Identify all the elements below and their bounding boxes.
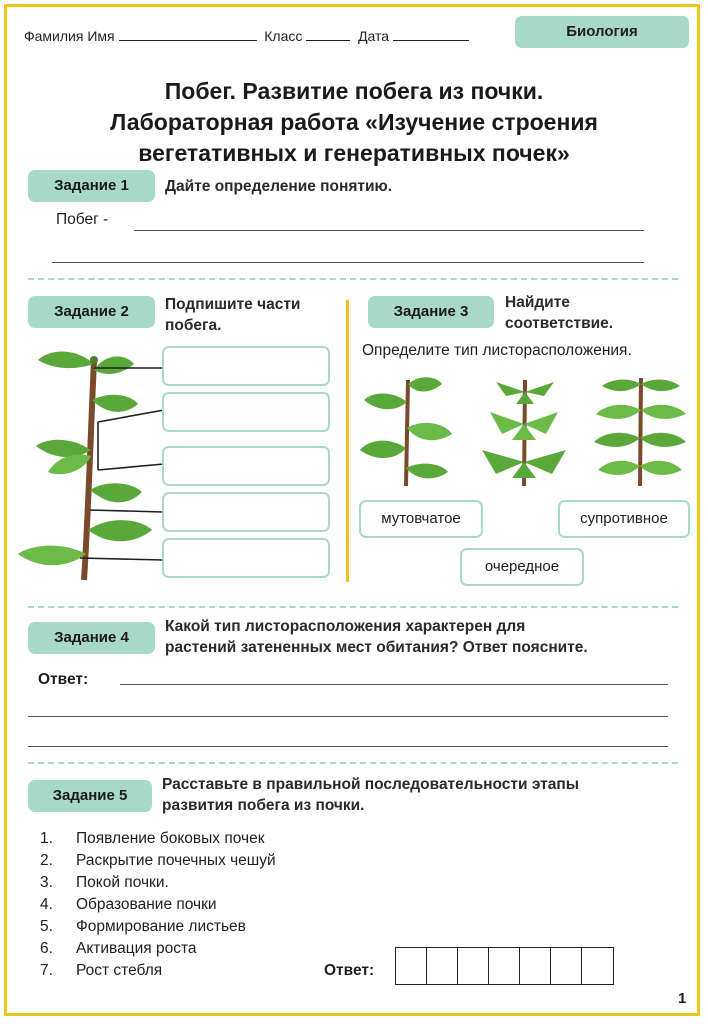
task5-instruction	[162, 774, 579, 816]
task3-text-line: Найдите	[505, 294, 570, 311]
task4-text-line: растений затененных мест обитания? Ответ поясните.	[165, 639, 588, 656]
list-item	[40, 872, 276, 894]
class-field[interactable]	[306, 26, 350, 41]
item-text: Активация роста	[76, 940, 197, 957]
task2-instruction	[165, 294, 300, 336]
stages-list	[40, 828, 276, 982]
title-line: Побег. Развитие побега из почки.	[164, 78, 544, 104]
answer-cell[interactable]	[551, 948, 582, 984]
section-divider	[28, 278, 678, 280]
task3-question: Определите тип листорасположения.	[362, 342, 632, 359]
task2-text-line: побега.	[165, 317, 222, 334]
title-line: Лабораторная работа «Изучение строения	[110, 109, 598, 135]
option-whorled[interactable]: мутовчатое	[359, 500, 483, 538]
name-field[interactable]	[119, 26, 257, 41]
item-text: Формирование листьев	[76, 918, 246, 935]
list-item	[40, 916, 276, 938]
alternate-plant	[360, 377, 452, 486]
item-number: 6.	[40, 940, 53, 957]
task2-text-line: Подпишите части	[165, 296, 301, 313]
term-label: Побег -	[56, 211, 109, 228]
item-text: Рост стебля	[76, 962, 163, 979]
answer-grid	[395, 947, 614, 985]
list-item	[40, 850, 276, 872]
task4-instruction	[165, 616, 588, 658]
answer-line[interactable]	[120, 684, 668, 685]
task3-badge: Задание 3	[368, 296, 494, 328]
date-field[interactable]	[393, 26, 469, 41]
task5-text-line: Расставьте в правильной последовательности этапы	[162, 776, 579, 793]
item-number: 2.	[40, 852, 53, 869]
answer-line[interactable]	[134, 230, 644, 231]
item-number: 3.	[40, 874, 53, 891]
answer-line[interactable]	[28, 716, 668, 717]
task5-badge: Задание 5	[28, 780, 152, 812]
task1-instruction: Дайте определение понятию.	[165, 178, 393, 195]
list-item	[40, 828, 276, 850]
task4-badge: Задание 4	[28, 622, 155, 654]
list-item	[40, 894, 276, 916]
label-box-1[interactable]	[162, 346, 330, 386]
item-number: 7.	[40, 962, 53, 979]
item-text: Появление боковых почек	[76, 830, 265, 847]
task3-text-line: соответствие.	[505, 315, 614, 332]
label-box-3[interactable]	[162, 446, 330, 486]
student-info-header	[24, 26, 469, 44]
date-label: Дата	[358, 28, 390, 44]
leaf-arrangement-illustrations	[356, 372, 688, 492]
item-text: Образование почки	[76, 896, 217, 913]
whorled-plant	[482, 380, 566, 486]
label-box-5[interactable]	[162, 538, 330, 578]
option-alternate[interactable]: очередное	[460, 548, 584, 586]
opposite-plant	[594, 378, 686, 486]
answer-line[interactable]	[28, 746, 668, 747]
column-divider	[346, 300, 349, 582]
item-text: Раскрытие почечных чешуй	[76, 852, 276, 869]
task3-instruction	[505, 292, 613, 334]
task4-answer-label: Ответ:	[38, 671, 89, 688]
label-box-2[interactable]	[162, 392, 330, 432]
page-title	[40, 76, 668, 169]
name-label: Фамилия Имя	[24, 28, 115, 44]
label-box-4[interactable]	[162, 492, 330, 532]
answer-cell[interactable]	[520, 948, 551, 984]
task5-answer-label: Ответ:	[324, 962, 375, 979]
task5-text-line: развития побега из почки.	[162, 797, 365, 814]
answer-cell[interactable]	[396, 948, 427, 984]
page-number: 1	[678, 990, 687, 1007]
task4-text-line: Какой тип листорасположения характерен для	[165, 618, 526, 635]
item-number: 5.	[40, 918, 53, 935]
answer-cell[interactable]	[427, 948, 458, 984]
answer-line[interactable]	[52, 262, 644, 263]
task1-badge: Задание 1	[28, 170, 155, 202]
option-opposite[interactable]: супротивное	[558, 500, 690, 538]
list-item	[40, 938, 276, 960]
subject-badge: Биология	[515, 16, 689, 48]
plant-shoot	[18, 352, 152, 581]
class-label: Класс	[264, 28, 303, 44]
title-line: вегетативных и генеративных почек»	[138, 140, 570, 166]
item-number: 4.	[40, 896, 53, 913]
answer-cell[interactable]	[458, 948, 489, 984]
section-divider	[28, 762, 678, 764]
answer-cell[interactable]	[582, 948, 613, 984]
answer-cell[interactable]	[489, 948, 520, 984]
item-text: Покой почки.	[76, 874, 169, 891]
item-number: 1.	[40, 830, 53, 847]
task2-badge: Задание 2	[28, 296, 155, 328]
section-divider	[28, 606, 678, 608]
list-item	[40, 960, 276, 982]
